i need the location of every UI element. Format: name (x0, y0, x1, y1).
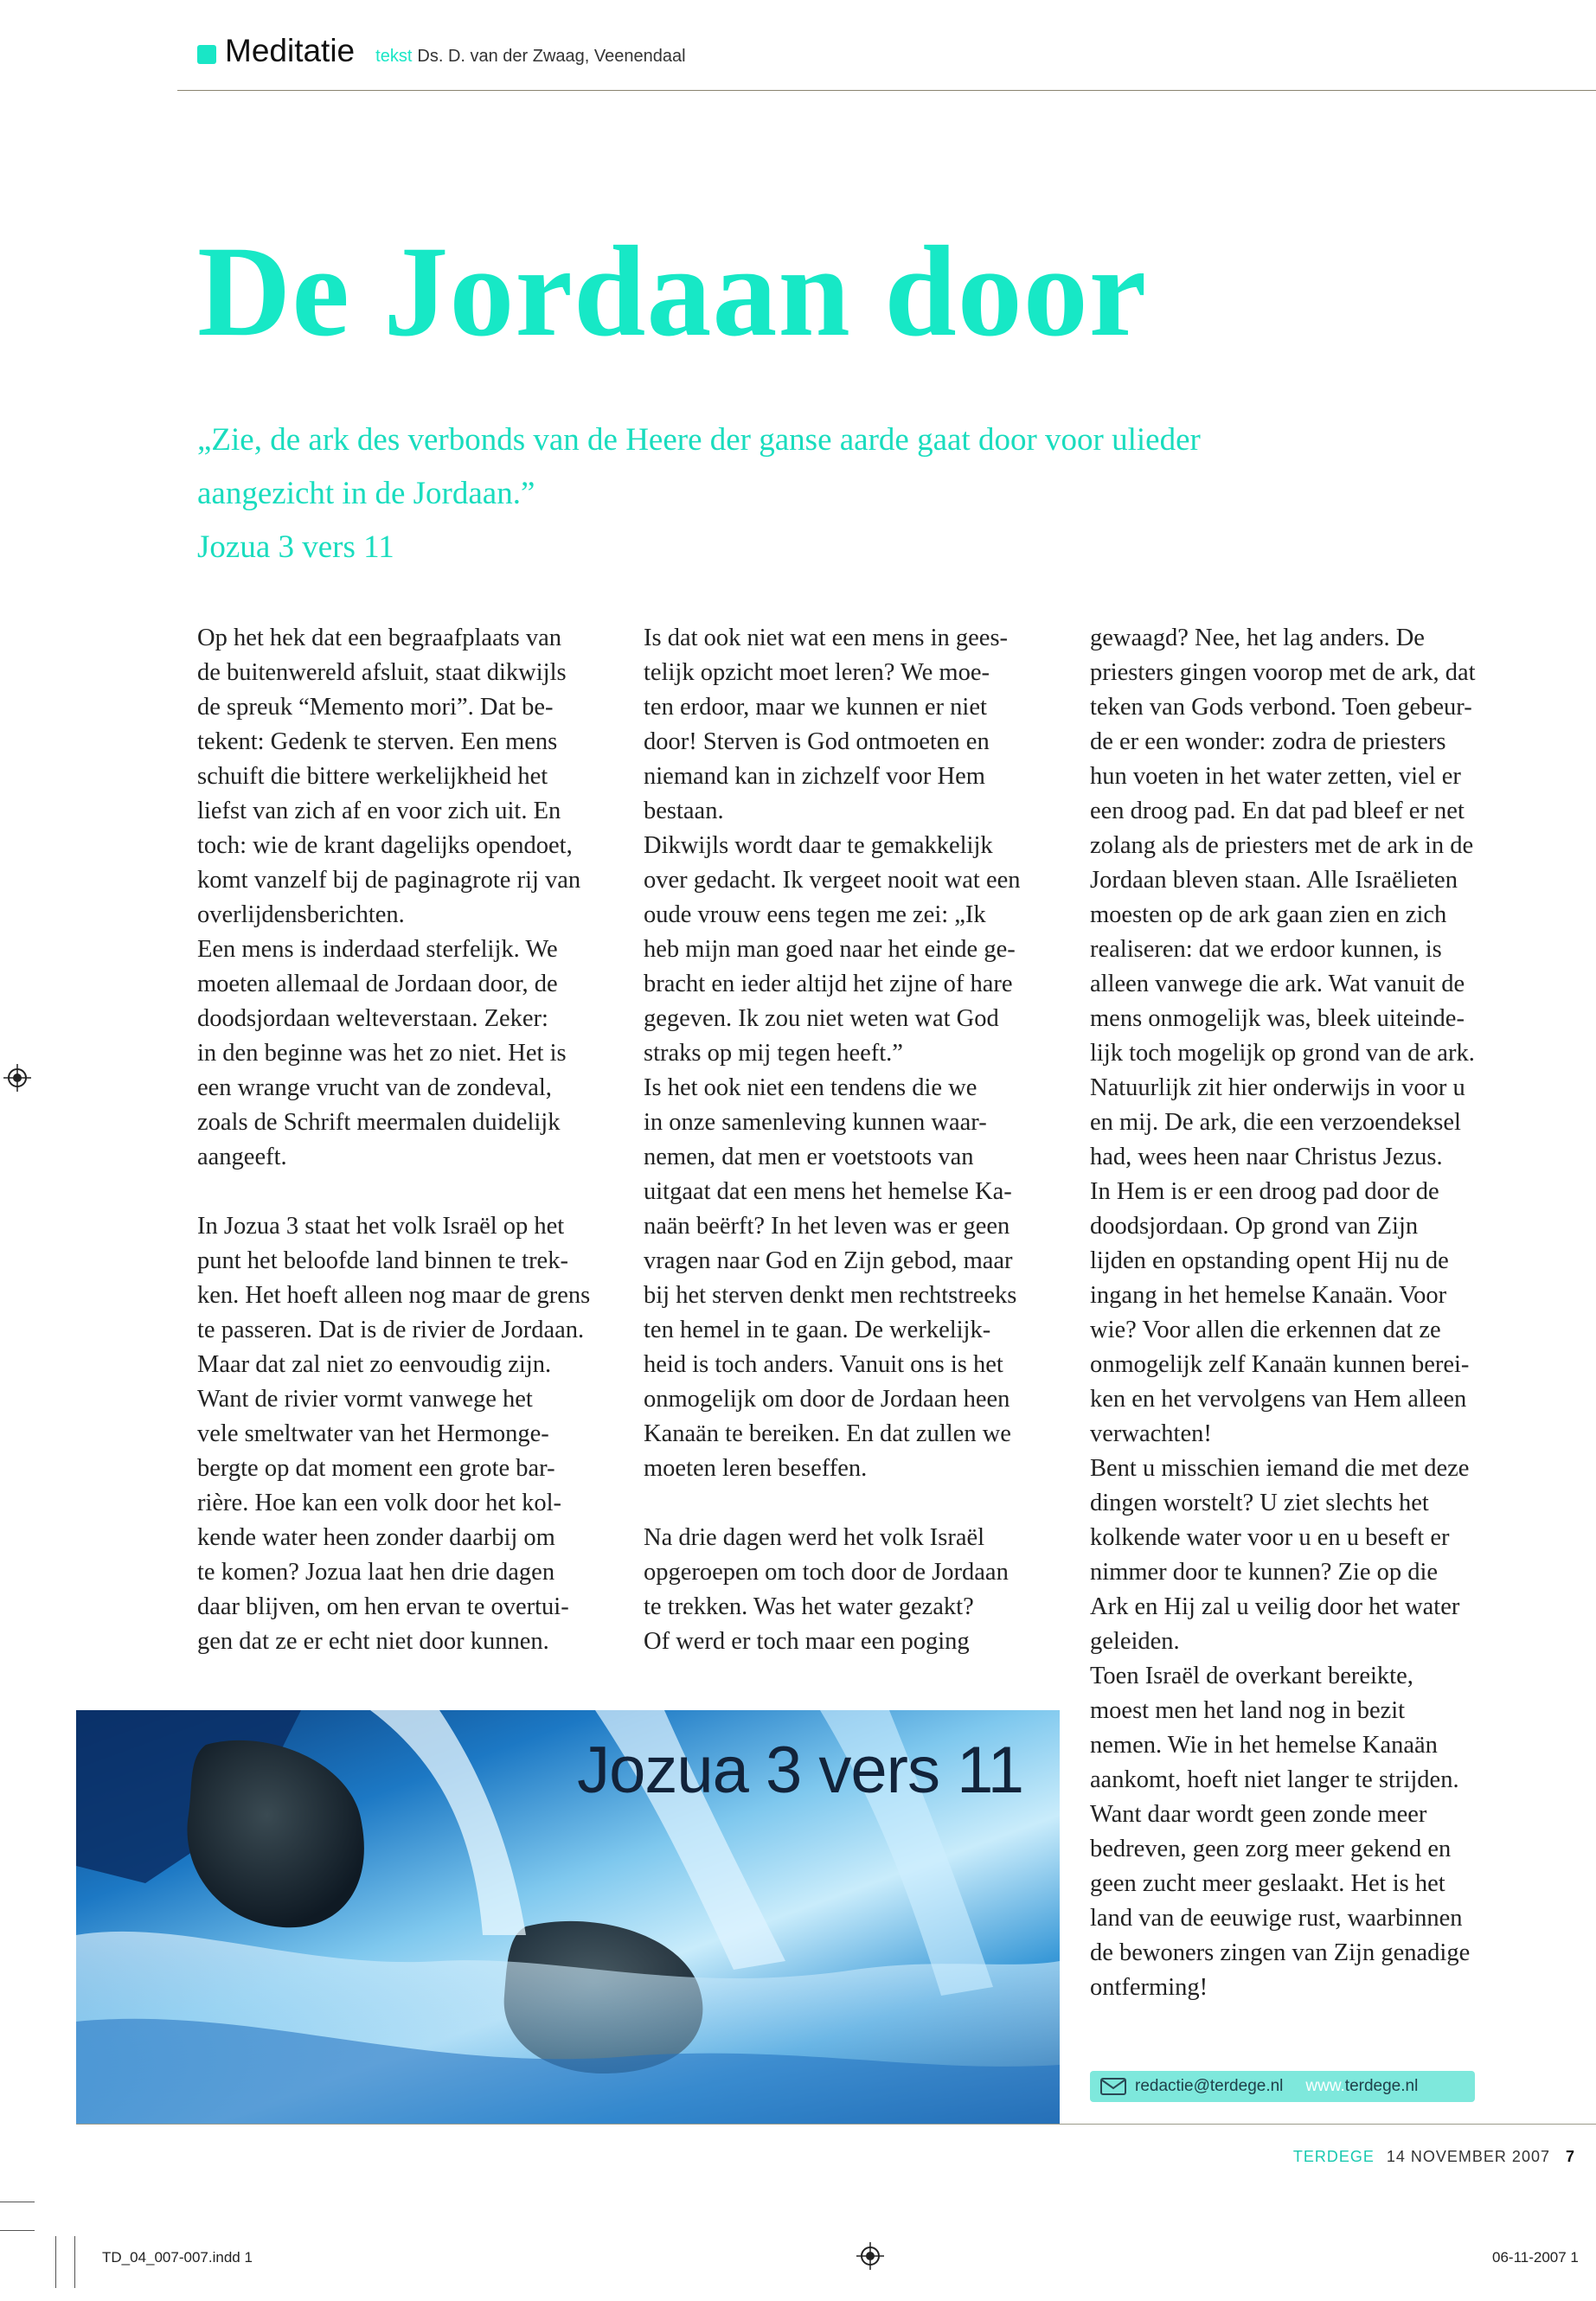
lead-quote (197, 413, 1452, 574)
body-text-line: Jordaan bleven staan. Alle Israëlieten (1090, 867, 1458, 894)
body-text-line: bestaan. (644, 798, 724, 824)
author-name: Ds. D. van der Zwaag, Veenendaal (417, 47, 686, 66)
body-text-line: ontferming! (1090, 1974, 1208, 2001)
body-text-line: Dikwijls wordt daar te gemakkelijk (644, 832, 993, 859)
body-text-line: doodsjordaan welteverstaan. Zeker: (197, 1005, 548, 1032)
body-text-line: in den beginne was het zo niet. Het is (197, 1040, 567, 1067)
body-text-line: ken en het vervolgens van Hem alleen (1090, 1386, 1467, 1413)
body-text-line: nimmer door te kunnen? Zie op die (1090, 1559, 1439, 1586)
body-text-line: moesten op de ark gaan zien en zich (1090, 901, 1447, 928)
crop-mark (55, 2236, 56, 2288)
body-text-line: gewaagd? Nee, het lag anders. De (1090, 625, 1425, 651)
body-text-line: te komen? Jozua laat hen drie dagen (197, 1559, 555, 1586)
body-text-line: wie? Voor allen die erkennen dat ze (1090, 1317, 1441, 1343)
issue-date: 14 NOVEMBER 2007 (1386, 2148, 1550, 2165)
body-text-line: een droog pad. En dat pad bleef er net (1090, 798, 1465, 824)
body-text-line: in onze samenleving kunnen waar- (644, 1109, 987, 1136)
body-text-line: door! Sterven is God ontmoeten en (644, 728, 990, 755)
body-text-line: Of werd er toch maar een poging (644, 1628, 970, 1655)
body-text-line: bij het sterven denkt men rechtstreeks (644, 1282, 1017, 1309)
waterfall-photo (76, 1710, 1060, 2124)
website-link[interactable] (1305, 2077, 1418, 2096)
body-text-line: Na drie dagen werd het volk Israël (644, 1524, 985, 1551)
body-text-line: rière. Hoe kan een volk door het kol- (197, 1490, 562, 1516)
body-text-line: de spreuk “Memento mori”. Dat be- (197, 694, 554, 721)
body-text-line: tekent: Gedenk te sterven. Een mens (197, 728, 558, 755)
section-title: Meditatie (225, 33, 356, 68)
body-text-line: had, wees heen naar Christus Jezus. (1090, 1144, 1443, 1170)
body-text-line: een wrange vrucht van de zondeval, (197, 1074, 552, 1101)
body-text-line: onmogelijk om door de Jordaan heen (644, 1386, 1010, 1413)
body-text-line: Natuurlijk zit hier onderwijs in voor u (1090, 1074, 1465, 1101)
body-text-line: bracht en ieder altijd het zijne of hare (644, 971, 1013, 997)
body-text-line: de er een wonder: zodra de priesters (1090, 728, 1446, 755)
body-text-line: moeten leren beseffen. (644, 1455, 868, 1482)
body-text-line: overlijdensberichten. (197, 901, 405, 928)
body-text-line: heb mijn man goed naar het einde ge- (644, 936, 1016, 963)
bottom-rule (76, 2124, 1596, 2125)
body-text-line: straks op mij tegen heeft.” (644, 1040, 903, 1067)
body-text-line: kolkende water voor u en u beseft er (1090, 1524, 1450, 1551)
body-text-line: geleiden. (1090, 1628, 1180, 1655)
body-text-line: Maar dat zal niet zo eenvoudig zijn. (197, 1351, 552, 1378)
website-prefix: www. (1305, 2077, 1345, 2095)
body-text-line: ten hemel in te gaan. De werkelijk- (644, 1317, 991, 1343)
crop-mark (0, 2230, 35, 2231)
body-text-line: komt vanzelf bij de paginagrote rij van (197, 867, 581, 894)
body-text-line: Kanaän te bereiken. En dat zullen we (644, 1420, 1011, 1447)
body-text-line: In Hem is er een droog pad door de (1090, 1178, 1439, 1205)
body-text-line: telijk opzicht moet leren? We moe- (644, 659, 990, 686)
body-text-line: punt het beloofde land binnen te trek- (197, 1247, 568, 1274)
body-text-line: realiseren: dat we erdoor kunnen, is (1090, 936, 1442, 963)
article-title: De Jordaan door (197, 220, 1148, 363)
body-text-line: vragen naar God en Zijn gebod, maar (644, 1247, 1013, 1274)
body-text-line: toch: wie de krant dagelijks opendoet, (197, 832, 573, 859)
body-text-line: te trekken. Was het water gezakt? (644, 1593, 974, 1620)
body-column-2 (644, 621, 1067, 1659)
lead-quote-line-1: „Zie, de ark des verbonds van de Heere der ganse aarde gaat door voor ulieder (197, 422, 1201, 458)
body-text-line: Is dat ook niet wat een mens in gees- (644, 625, 1009, 651)
magazine-name: TERDEGE (1292, 2148, 1375, 2165)
page-number: 7 (1565, 2148, 1575, 2165)
credit-label: tekst (375, 47, 413, 66)
body-text-line: onmogelijk zelf Kanaän kunnen berei- (1090, 1351, 1470, 1378)
body-text-line: ten erdoor, maar we kunnen er niet (644, 694, 987, 721)
body-text-line: dingen worstelt? U ziet slechts het (1090, 1490, 1429, 1516)
photo-caption: Jozua 3 vers 11 (577, 1734, 1023, 1807)
paragraph-gap (197, 1175, 621, 1209)
body-text-line: zolang als de priesters met de ark in de (1090, 832, 1474, 859)
body-text-line: aangeeft. (197, 1144, 287, 1170)
body-text-line: priesters gingen voorop met de ark, dat (1090, 659, 1476, 686)
body-text-line: ken. Het hoeft alleen nog maar de grens (197, 1282, 591, 1309)
body-text-line: bedreven, geen zorg meer gekend en (1090, 1836, 1452, 1862)
body-text-line: nemen. Wie in het hemelse Kanaän (1090, 1732, 1438, 1759)
body-text-line: schuift die bittere werkelijkheid het (197, 763, 548, 790)
body-text-line: aankomt, hoeft niet langer te strijden. (1090, 1766, 1459, 1793)
body-text-line: kende water heen zonder daarbij om (197, 1524, 555, 1551)
print-slug-file: TD_04_007-007.indd 1 (102, 2249, 253, 2266)
header-rule (177, 90, 1596, 91)
body-text-line: alleen vanwege die ark. Wat vanuit de (1090, 971, 1465, 997)
body-text-line: hun voeten in het water zetten, viel er (1090, 763, 1461, 790)
body-text-line: oude vrouw eens tegen me zei: „Ik (644, 901, 986, 928)
body-text-line: lijk toch mogelijk op grond van de ark. (1090, 1040, 1475, 1067)
body-column-1 (197, 621, 621, 1659)
body-text-line: uitgaat dat een mens het hemelse Ka- (644, 1178, 1012, 1205)
author-credit (375, 47, 685, 67)
page-header (197, 33, 686, 76)
body-text-line: en mij. De ark, die een verzoendeksel (1090, 1109, 1461, 1136)
body-text-line: over gedacht. Ik vergeet nooit wat een (644, 867, 1021, 894)
lead-reference: Jozua 3 vers 11 (197, 529, 394, 565)
lead-quote-line-2: aangezicht in de Jordaan.” (197, 476, 535, 511)
body-text-line: Ark en Hij zal u veilig door het water (1090, 1593, 1460, 1620)
body-text-line: bergte op dat moment een grote bar- (197, 1455, 555, 1482)
body-text-line: Want daar wordt geen zonde meer (1090, 1801, 1427, 1828)
section-marker (197, 45, 216, 64)
body-text-line: liefst van zich af en voor zich uit. En (197, 798, 561, 824)
body-text-line: nemen, dat men er voetstoots van (644, 1144, 974, 1170)
body-text-line: vele smeltwater van het Hermonge- (197, 1420, 549, 1447)
body-text-line: Toen Israël de overkant bereikte, (1090, 1663, 1413, 1689)
body-text-line: naän beërft? In het leven was er geen (644, 1213, 1010, 1240)
contact-bar (1090, 2071, 1475, 2102)
body-text-line: mens onmogelijk was, bleek uiteinde- (1090, 1005, 1465, 1032)
body-text-line: moest men het land nog in bezit (1090, 1697, 1406, 1724)
body-text-line: land van de eeuwige rust, waarbinnen (1090, 1905, 1463, 1932)
body-text-line: zoals de Schrift meermalen duidelijk (197, 1109, 561, 1136)
body-text-line: opgeroepen om toch door de Jordaan (644, 1559, 1009, 1586)
body-text-line: gegeven. Ik zou niet weten wat God (644, 1005, 999, 1032)
body-text-line: de bewoners zingen van Zijn genadige (1090, 1939, 1471, 1966)
crop-mark (74, 2236, 75, 2288)
body-text-line: Op het hek dat een begraafplaats van (197, 625, 561, 651)
body-text-line: doodsjordaan. Op grond van Zijn (1090, 1213, 1419, 1240)
body-text-line: Want de rivier vormt vanwege het (197, 1386, 533, 1413)
registration-mark-icon (3, 1064, 31, 1092)
body-text-line: Een mens is inderdaad sterfelijk. We (197, 936, 558, 963)
body-column-3 (1090, 621, 1514, 2005)
body-text-line: Is het ook niet een tendens die we (644, 1074, 977, 1101)
body-text-line: In Jozua 3 staat het volk Israël op het (197, 1213, 565, 1240)
body-text-line: lijden en opstanding opent Hij nu de (1090, 1247, 1449, 1274)
body-text-line: verwachten! (1090, 1420, 1212, 1447)
body-text-line: Bent u misschien iemand die met deze (1090, 1455, 1470, 1482)
body-text-line: niemand kan in zichzelf voor Hem (644, 763, 985, 790)
body-text-line: geen zucht meer geslaakt. Het is het (1090, 1870, 1445, 1897)
body-text-line: de buitenwereld afsluit, staat dikwijls (197, 659, 567, 686)
mail-icon (1100, 2078, 1126, 2095)
body-text-line: gen dat ze er echt niet door kunnen. (197, 1628, 549, 1655)
body-text-line: teken van Gods verbond. Toen gebeur- (1090, 694, 1472, 721)
page-footer (1293, 2148, 1575, 2166)
contact-email-link[interactable]: redactie@terdege.nl (1135, 2077, 1284, 2095)
body-text-line: daar blijven, om hen ervan te overtui- (197, 1593, 569, 1620)
print-slug-date: 06-11-2007 1 (1492, 2249, 1579, 2266)
body-text-line: moeten allemaal de Jordaan door, de (197, 971, 558, 997)
body-text-line: heid is toch anders. Vanuit ons is het (644, 1351, 1003, 1378)
body-text-line: ingang in het hemelse Kanaän. Voor (1090, 1282, 1447, 1309)
paragraph-gap (644, 1486, 1067, 1521)
website-domain: terdege.nl (1344, 2077, 1419, 2095)
registration-mark-icon (856, 2242, 884, 2270)
body-text-line: te passeren. Dat is de rivier de Jordaan. (197, 1317, 585, 1343)
